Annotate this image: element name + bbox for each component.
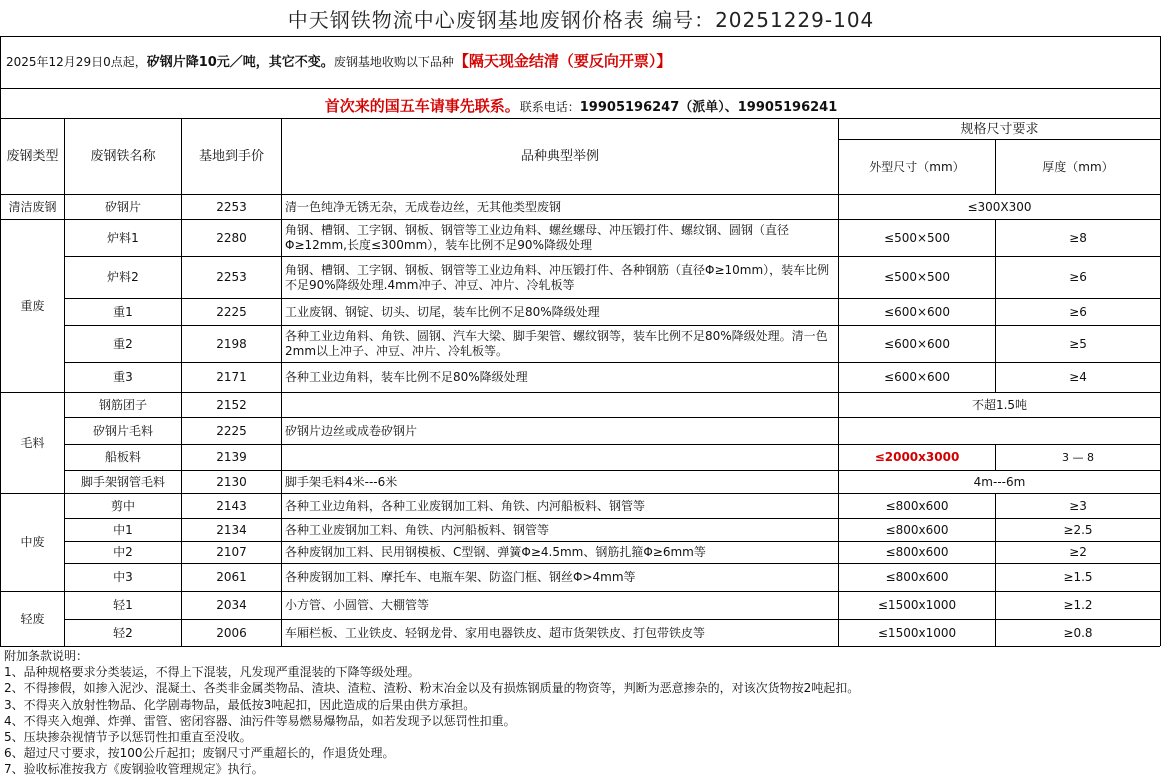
row-size: ≤800x600 <box>885 570 949 584</box>
row-example: 各种工业边角料，各种工业废钢加工料、角铁、内河船板料、钢管等 <box>285 498 646 513</box>
row-name: 剪中 <box>110 498 135 513</box>
header-spec-group: 规格尺寸要求 <box>960 121 1039 137</box>
note-item: 4、不得夹入炮弹、炸弹、雷管、密闭容器、油污件等易燃易爆物品，如若发现予以惩罚性扣重。 <box>4 713 516 728</box>
announce-info: 废钢基地收购以下品种 <box>333 55 454 69</box>
row-example: 工业废钢、钢锭、切头、切尾，装车比例不足80%降级处理 <box>285 304 600 319</box>
note-item: 1、品种规格要求分类装运，不得上下混装，凡发现严重混装的下降等级处理。 <box>4 665 420 680</box>
row-name: 中1 <box>113 522 133 537</box>
row-name: 矽钢片 <box>104 199 141 214</box>
row-thickness: ≥6 <box>1069 304 1087 319</box>
row-price: 2006 <box>216 625 247 640</box>
row-example: 各种工业边角料，装车比例不足80%降级处理 <box>285 370 528 384</box>
row-price: 2225 <box>216 423 247 438</box>
note-item: 7、验收标准按我方《废钢验收管理规定》执行。 <box>4 762 264 777</box>
row-price: 2198 <box>216 336 247 351</box>
row-thickness: ≥1.2 <box>1063 598 1093 612</box>
row-example: 各种工业废钢加工料、角铁、内河船板料、钢管等 <box>285 522 550 537</box>
payment-terms: 【隔天现金结清（要反向开票）】 <box>453 52 672 70</box>
announce-change: 矽钢片降10元／吨，其它不变。 <box>146 55 334 70</box>
row-name: 炉料1 <box>107 230 139 245</box>
row-example <box>282 445 838 470</box>
category-medium: 中废 <box>20 535 45 549</box>
header-category: 废钢类型 <box>6 149 59 164</box>
row-size <box>839 418 1160 444</box>
row-price: 2280 <box>216 230 247 245</box>
row-name: 重1 <box>113 304 133 319</box>
header-thickness: 厚度（mm） <box>1042 159 1114 174</box>
row-example: 脚手架毛料4米---6米 <box>285 474 398 489</box>
note-item: 2、不得掺假，如掺入泥沙、混凝土、各类非金属类物品、渣块、渣粒、渣粉、粉末冶金以及有损炼钢质量的物资等，判断为恶意掺杂的，对该次货物按2吨起扣。 <box>4 681 860 696</box>
row-name: 脚手架钢管毛料 <box>80 474 165 489</box>
row-price: 2139 <box>216 450 247 464</box>
row-thickness: ≥0.8 <box>1063 625 1093 640</box>
row-size: ≤2000x3000 <box>874 450 960 464</box>
row-size: ≤800x600 <box>885 522 949 537</box>
row-thickness: ≥4 <box>1069 370 1087 384</box>
row-example: 矽钢片边丝或成卷矽钢片 <box>285 423 418 438</box>
row-name: 钢筋团子 <box>98 397 147 412</box>
row-thickness: ≥2 <box>1069 545 1087 559</box>
row-price: 2061 <box>216 570 247 584</box>
row-price: 2225 <box>216 304 247 319</box>
contact-line <box>0 95 1162 116</box>
row-price: 2171 <box>216 370 247 384</box>
row-size: ≤500×500 <box>884 270 950 284</box>
row-size: ≤300X300 <box>967 199 1032 214</box>
row-example: 清一色纯净无锈无杂，无成卷边丝，无其他类型废钢 <box>285 199 562 214</box>
row-name: 轻1 <box>113 598 133 612</box>
category-light: 轻废 <box>20 611 45 626</box>
row-name: 中2 <box>113 545 133 559</box>
row-size: ≤1500x1000 <box>877 598 957 612</box>
row-example: 角钢、槽钢、工字钢、钢板、钢管等工业边角料、冲压锻打件、各种钢筋（直径Φ≥10mm），装车比例不足90%降级处理.4mm冲子、冲豆、冲片、冷轧板等 <box>285 262 830 292</box>
row-price: 2134 <box>216 522 247 537</box>
announcement-line <box>6 50 1156 74</box>
row-name: 炉料2 <box>107 270 139 284</box>
row-size: ≤600×600 <box>884 336 950 351</box>
announce-date: 2025年12月29日0点起， <box>6 55 147 69</box>
header-examples: 品种典型举例 <box>520 149 599 164</box>
row-price: 2130 <box>216 474 247 489</box>
row-thickness: ≥5 <box>1069 336 1087 351</box>
row-name: 轻2 <box>113 625 133 640</box>
row-name: 重2 <box>113 336 133 351</box>
row-name: 中3 <box>113 570 133 584</box>
row-size: 4m---6m <box>973 474 1026 489</box>
row-price: 2152 <box>216 397 247 412</box>
note-item: 5、压块掺杂视情节予以惩罚性扣重直至没收。 <box>4 730 252 745</box>
phone-numbers: 19905196247（派单）、19905196241 <box>579 100 838 115</box>
row-price: 2143 <box>216 498 247 513</box>
row-thickness: 3 — 8 <box>1062 451 1094 464</box>
terms-notes <box>4 648 1154 778</box>
row-example: 各种废钢加工料、摩托车、电瓶车架、防盗门框、钢丝Φ>4mm等 <box>285 570 636 584</box>
row-example: 各种工业边角料、角铁、圆钢、汽车大梁、脚手架管、螺纹钢等，装车比例不足80%降级处理。清一色2mm以上冲子、冲豆、冲片、冷轧板等。 <box>285 329 828 358</box>
page-title: 中天钢铁物流中心废钢基地废钢价格表 编号：20251229-104 <box>287 8 875 32</box>
row-example: 角钢、槽钢、工字钢、钢板、钢管等工业边角料、螺丝螺母、冲压锻打件、螺纹钢、圆钢（直径Φ≥12mm,长度≤300mm），装车比例不足90%降级处理 <box>285 223 790 252</box>
row-price: 2034 <box>216 598 247 612</box>
notes-title: 附加条款说明： <box>4 649 89 663</box>
category-raw: 毛料 <box>20 435 45 450</box>
row-size: ≤1500x1000 <box>877 625 957 640</box>
row-thickness: ≥3 <box>1069 498 1087 513</box>
note-item: 6、超过尺寸要求，按100公斤起扣；废钢尺寸严重超长的，作退货处理。 <box>4 746 395 761</box>
category-clean: 清洁废钢 <box>8 199 57 214</box>
row-size: ≤600×600 <box>884 370 950 384</box>
row-price: 2253 <box>216 199 247 214</box>
row-example: 车厢栏板、工业铁皮、轻钢龙骨、家用电器铁皮、超市货架铁皮、打包带铁皮等 <box>285 625 706 640</box>
row-thickness: ≥2.5 <box>1063 522 1093 537</box>
row-example <box>282 393 838 417</box>
row-example: 各种废钢加工料、民用钢模板、C型钢、弹簧Φ≥4.5mm、钢筋扎箍Φ≥6mm等 <box>285 545 706 559</box>
row-size: 不超1.5吨 <box>971 397 1028 412</box>
phone-label: 联系电话： <box>519 100 580 114</box>
row-size: ≤800x600 <box>885 498 949 513</box>
header-size: 外型尺寸（mm） <box>869 159 965 174</box>
row-thickness: ≥1.5 <box>1063 570 1093 584</box>
row-name: 重3 <box>113 370 133 384</box>
contact-notice: 首次来的国五车请事先联系。 <box>324 97 520 115</box>
row-price: 2253 <box>216 270 247 284</box>
row-name: 船板料 <box>104 450 141 464</box>
category-heavy: 重废 <box>20 298 45 313</box>
row-thickness: ≥6 <box>1069 270 1087 284</box>
row-example: 小方管、小圆管、大棚管等 <box>285 598 430 612</box>
row-size: ≤800x600 <box>885 545 949 559</box>
header-price: 基地到手价 <box>198 149 264 164</box>
row-thickness: ≥8 <box>1069 230 1087 245</box>
note-item: 3、不得夹入放射性物品、化学剧毒物品，最低按3吨起扣，因此造成的后果由供方承担。 <box>4 697 476 712</box>
row-price: 2107 <box>216 545 247 559</box>
row-size: ≤600×600 <box>884 304 950 319</box>
row-name: 矽钢片毛料 <box>92 423 153 438</box>
header-name: 废钢铁名称 <box>90 149 156 164</box>
row-size: ≤500×500 <box>884 230 950 245</box>
